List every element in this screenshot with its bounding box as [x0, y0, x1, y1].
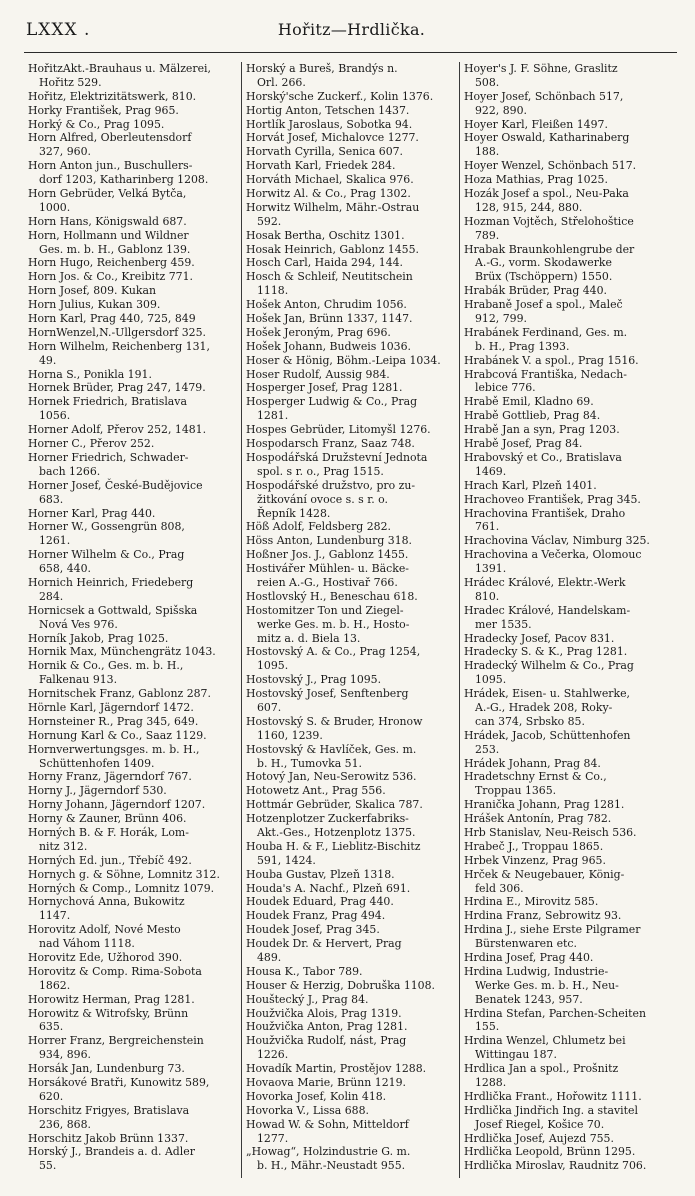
- directory-entry: Houdek Dr. & Hervert, Prag: [246, 937, 402, 951]
- directory-entry: Hospodarsch Franz, Saaz 748.: [246, 437, 415, 451]
- directory-entry: Hornek Friedrich, Bratislava: [28, 395, 187, 409]
- directory-entry: Hrachoveo František, Prag 345.: [464, 492, 641, 506]
- directory-entry: Houštecký J., Prag 84.: [246, 992, 369, 1006]
- entry-continuation: mer 1535.: [475, 617, 532, 631]
- directory-entry: Housa K., Tabor 789.: [246, 964, 363, 978]
- entry-continuation: 1277.: [257, 1131, 289, 1145]
- directory-entry: Hosperger Josef, Prag 1281.: [246, 381, 403, 395]
- directory-entry: Horner Josef, České-Budějovice: [28, 478, 203, 492]
- entry-continuation: reien A.-G., Hostivař 766.: [257, 575, 398, 589]
- directory-entry: Horovitz Ede, Užhorod 390.: [28, 951, 183, 964]
- directory-entry: Hosak Bertha, Oschitz 1301.: [246, 228, 405, 242]
- directory-entry: Hovorka V., Lissa 688.: [246, 1103, 369, 1117]
- column-3: [459, 62, 677, 1178]
- entry-continuation: 912, 799.: [475, 312, 527, 326]
- entry-continuation: 620.: [39, 1089, 64, 1103]
- directory-entry: Hoyer Josef, Schönbach 517,: [464, 89, 624, 103]
- directory-entry: Hornverwertungsges. m. b. H.,: [28, 742, 200, 756]
- directory-entry: Hoyer Karl, Fleißen 1497.: [464, 117, 608, 131]
- directory-entry: Hrabě Emil, Kladno 69.: [464, 395, 594, 409]
- directory-entry: Horovitz & Comp. Rima-Sobota: [28, 964, 202, 978]
- directory-entry: Horner C., Přerov 252.: [28, 437, 155, 451]
- entry-continuation: 1118.: [257, 284, 289, 298]
- directory-entry: Hrabák Brüder, Prag 440.: [464, 284, 608, 298]
- directory-entry: Höß Adolf, Feldsberg 282.: [246, 520, 391, 534]
- entry-continuation: 1469.: [475, 464, 507, 478]
- directory-entry: Hrach Karl, Plzeň 1401.: [464, 478, 597, 492]
- directory-entry: Houžvička Rudolf, nást, Prag: [246, 1034, 407, 1048]
- entry-continuation: 1862.: [39, 978, 71, 992]
- page-number: LXXX .: [26, 20, 91, 40]
- directory-entry: Horschitz Frigyes, Bratislava: [28, 1103, 190, 1117]
- entry-continuation: b. H., Tumovka 51.: [257, 756, 362, 770]
- directory-entry: Hošek Jan, Brünn 1337, 1147.: [246, 312, 413, 326]
- directory-entry: Horn Josef, 809. Kukan: [28, 284, 156, 298]
- directory-entry: Horwitz Al. & Co., Prag 1302.: [246, 187, 411, 201]
- directory-entry: Hošek Johann, Budweis 1036.: [246, 339, 411, 353]
- directory-entry: Horschitz Jakob Brünn 1337.: [28, 1131, 189, 1145]
- entry-continuation: 49.: [39, 353, 57, 367]
- directory-entry: Hostomitzer Ton und Ziegel-: [246, 603, 404, 617]
- directory-entry: Hospodářské družstvo, pro zu-: [246, 478, 416, 492]
- directory-entry: Hrdina Franz, Sebrowitz 93.: [464, 909, 622, 923]
- directory-entry: Hrdina J., siehe Erste Pilgramer: [464, 923, 641, 937]
- directory-entry: Horrer Franz, Bergreichenstein: [28, 1034, 204, 1048]
- entry-continuation: 1000.: [39, 200, 71, 214]
- entry-continuation: b. H., Mähr.-Neustadt 955.: [257, 1159, 406, 1173]
- entry-continuation: 922, 890.: [475, 103, 527, 117]
- directory-entry: Hornicsek a Gottwald, Spišska: [28, 603, 198, 617]
- directory-entry: HořitzAkt.-Brauhaus u. Mälzerei,: [28, 62, 211, 75]
- entry-continuation: Hořitz 529.: [39, 75, 102, 89]
- directory-entry: Horn Jos. & Co., Kreibitz 771.: [28, 270, 193, 284]
- entry-continuation: 810.: [475, 589, 500, 603]
- entry-continuation: b. H., Prag 1393.: [475, 339, 570, 353]
- directory-entry: Hrabě Josef, Prag 84.: [464, 437, 583, 451]
- directory-entry: Hornsteiner R., Prag 345, 649.: [28, 714, 199, 728]
- entry-continuation: Nová Ves 976.: [39, 617, 118, 631]
- entry-continuation: 658, 440.: [39, 562, 91, 576]
- directory-entry: Hortig Anton, Tetschen 1437.: [246, 103, 410, 117]
- directory-entry: Hoser Rudolf, Aussig 984.: [246, 367, 390, 381]
- directory-entry: Horský J., Brandeis a. d. Adler: [28, 1145, 195, 1159]
- entry-continuation: Schüttenhofen 1409.: [39, 756, 155, 770]
- directory-entry: Hrbek Vinzenz, Prag 965.: [464, 853, 606, 867]
- directory-entry: Hrdlička Frant., Hořowitz 1111.: [464, 1089, 642, 1103]
- entry-continuation: mitz a. d. Biela 13.: [257, 631, 361, 645]
- directory-entry: Hrabánek Ferdinand, Ges. m.: [464, 325, 628, 339]
- entry-continuation: Bürstenwaren etc.: [475, 937, 577, 951]
- directory-entry: Hoßner Jos. J., Gablonz 1455.: [246, 548, 409, 562]
- directory-entry: Hospodářská Družstevní Jednota: [246, 450, 428, 464]
- directory-entry: Horner W., Gossengrün 808,: [28, 520, 185, 534]
- entry-continuation: 236, 868.: [39, 1117, 91, 1131]
- directory-entry: Howad W. & Sohn, Mitteldorf: [246, 1117, 409, 1131]
- entry-continuation: 284.: [39, 589, 64, 603]
- directory-entry: Hostovský Josef, Senftenberg: [246, 687, 409, 701]
- directory-entry: Horváth Michael, Skalica 976.: [246, 173, 414, 187]
- directory-entry: Horner Friedrich, Schwader-: [28, 450, 189, 464]
- entry-continuation: Troppau 1365.: [475, 784, 557, 798]
- directory-entry: Hrdina Wenzel, Chlumetz bei: [464, 1034, 626, 1048]
- directory-entry: Horvath Karl, Friedek 284.: [246, 159, 396, 173]
- directory-entry: Houdek Franz, Prag 494.: [246, 909, 386, 923]
- entry-continuation: 1226.: [257, 1048, 289, 1062]
- entry-continuation: Falkenau 913.: [39, 673, 118, 687]
- directory-entry: Horvath Cyrilla, Senica 607.: [246, 145, 404, 159]
- directory-entry: Horny J., Jägerndorf 530.: [28, 784, 167, 798]
- directory-entry: Hostovský S. & Bruder, Hronow: [246, 714, 423, 728]
- directory-entry: Hornik Max, Münchengrätz 1043.: [28, 645, 216, 659]
- directory-entry: Hrachovina Václav, Nimburg 325.: [464, 534, 650, 548]
- directory-entry: HornWenzel,N.-Ullgersdorf 325.: [28, 325, 206, 339]
- directory-entry: Horner Wilhelm & Co., Prag: [28, 548, 185, 562]
- directory-entry: Hrádek, Eisen- u. Stahlwerke,: [464, 687, 631, 701]
- directory-entry: Hozák Josef a spol., Neu-Paka: [464, 187, 629, 201]
- entry-continuation: lebice 776.: [475, 381, 536, 395]
- directory-entry: Horn Hans, Königswald 687.: [28, 214, 187, 228]
- directory-entry: Houba Gustav, Plzeň 1318.: [246, 867, 395, 881]
- entry-continuation: bach 1266.: [39, 464, 101, 478]
- entry-continuation: žitkování ovoce s. s r. o.: [257, 492, 388, 506]
- directory-entry: Hotzenplotzer Zuckerfabriks-: [246, 812, 409, 826]
- directory-entry: Houžvička Anton, Prag 1281.: [246, 1020, 408, 1034]
- entry-continuation: feld 306.: [475, 881, 524, 895]
- page-title: Hořitz—Hrdlička.: [277, 20, 426, 39]
- directory-entry: Houžvička Alois, Prag 1319.: [246, 1006, 402, 1020]
- directory-entry: Houda's A. Nachf., Plzeň 691.: [246, 881, 411, 895]
- entry-continuation: 1391.: [475, 562, 507, 576]
- entry-continuation: 1095.: [475, 673, 507, 687]
- directory-entry: Horn Hugo, Reichenberg 459.: [28, 256, 195, 270]
- directory-entry: Hottmár Gebrüder, Skalica 787.: [246, 798, 423, 812]
- entry-continuation: 592.: [257, 214, 282, 228]
- directory-entry: Hrachovina František, Draho: [464, 506, 626, 520]
- directory-entry: Horky František, Prag 965.: [28, 103, 179, 117]
- directory-entry: Hradec Králové, Handelskam-: [464, 603, 631, 617]
- directory-entry: Horník Jakob, Prag 1025.: [28, 631, 169, 645]
- entry-continuation: 327, 960.: [39, 145, 91, 159]
- directory-entry: Horvát Josef, Michalovce 1277.: [246, 131, 419, 145]
- directory-entry: Horwitz Wilhelm, Mähr.-Ostrau: [246, 200, 420, 214]
- directory-entry: Hostivářer Mühlen- u. Bäcke-: [246, 562, 409, 576]
- directory-entry: Hrášek Antonín, Prag 782.: [464, 812, 612, 826]
- directory-entry: Hrádek Johann, Prag 84.: [464, 756, 601, 770]
- column-2: [241, 62, 459, 1178]
- directory-entry: Hostovský A. & Co., Prag 1254,: [246, 645, 421, 659]
- directory-entry: Hrabánek V. a spol., Prag 1516.: [464, 353, 639, 367]
- directory-entry: Houba H. & F., Lieblitz-Bischitz: [246, 839, 421, 853]
- entry-continuation: Werke Ges. m. b. H., Neu-: [475, 978, 619, 992]
- entry-continuation: 155.: [475, 1020, 500, 1034]
- entry-continuation: 253.: [475, 742, 500, 756]
- entry-continuation: 128, 915, 244, 880.: [475, 200, 583, 214]
- directory-entry: Hradecký Wilhelm & Co., Prag: [464, 659, 634, 673]
- directory-entry: Hostovský J., Prag 1095.: [246, 673, 382, 687]
- directory-entry: Hosak Heinrich, Gablonz 1455.: [246, 242, 419, 256]
- directory-entry: Hošek Jeroným, Prag 696.: [246, 325, 391, 339]
- directory-entry: Hozman Vojtěch, Střelohoštice: [464, 214, 634, 228]
- entry-continuation: nitz 312.: [39, 839, 88, 853]
- directory-entry: Hrdina Josef, Prag 440.: [464, 951, 594, 964]
- entry-continuation: 55.: [39, 1159, 57, 1173]
- entry-continuation: Brüx (Tschöppern) 1550.: [475, 270, 613, 284]
- directory-entry: Hornychová Anna, Bukowitz: [28, 895, 185, 909]
- directory-entry: Houdek Eduard, Prag 440.: [246, 895, 394, 909]
- directory-entry: Hrabě Jan a syn, Prag 1203.: [464, 423, 620, 437]
- directory-entry: Hrček & Neugebauer, König-: [464, 867, 625, 881]
- directory-entry: Hrabě Gottlieb, Prag 84.: [464, 409, 601, 423]
- directory-entry: Hornik & Co., Ges. m. b. H.,: [28, 659, 184, 673]
- directory-entry: Hortlík Jaroslaus, Sobotka 94.: [246, 117, 413, 131]
- directory-entry: Hradecky S. & K., Prag 1281.: [464, 645, 628, 659]
- directory-entry: Horn Julius, Kukan 309.: [28, 298, 161, 312]
- directory-entry: Hrabaně Josef a spol., Maleč: [464, 298, 623, 312]
- directory-entry: Hořitz, Elektrizitätswerk, 810.: [28, 89, 197, 103]
- directory-entry: Hrdlička Jindřich Ing. a stavitel: [464, 1103, 638, 1117]
- entry-continuation: 1288.: [475, 1076, 507, 1090]
- directory-entry: Hrádec Králové, Elektr.-Werk: [464, 575, 626, 589]
- entry-continuation: 1160, 1239.: [257, 728, 323, 742]
- entry-continuation: nad Váhom 1118.: [39, 937, 135, 951]
- directory-entry: Horných B. & F. Horák, Lom-: [28, 825, 189, 839]
- directory-entry: Horowitz & Witrofsky, Brünn: [28, 1006, 189, 1020]
- directory-entry: Horny Johann, Jägerndorf 1207.: [28, 798, 206, 812]
- header-rule: [24, 52, 677, 53]
- directory-entry: Horny & Zauner, Brünn 406.: [28, 812, 187, 826]
- directory-entry: Hrabovský et Co., Bratislava: [464, 450, 622, 464]
- entry-continuation: Akt.-Ges., Hotzenplotz 1375.: [257, 825, 416, 839]
- directory-entry: Horovitz Adolf, Nové Mesto: [28, 923, 181, 937]
- entry-continuation: 683.: [39, 492, 64, 506]
- directory-entry: Horn Karl, Prag 440, 725, 849: [28, 312, 196, 326]
- directory-entry: Houdek Josef, Prag 345.: [246, 923, 380, 937]
- directory-entry: Hrdlička Miroslav, Raudnitz 706.: [464, 1159, 647, 1173]
- entry-continuation: 591, 1424.: [257, 853, 316, 867]
- entry-continuation: 789.: [475, 228, 500, 242]
- entry-continuation: 761.: [475, 520, 500, 534]
- directory-entry: Horných & Comp., Lomnitz 1079.: [28, 881, 215, 895]
- directory-entry: Hornych g. & Söhne, Lomnitz 312.: [28, 867, 220, 881]
- directory-entry: Hrabcová Františka, Nedach-: [464, 367, 627, 381]
- directory-entry: Hradecky Josef, Pacov 831.: [464, 631, 615, 645]
- directory-entry: Hoyer Oswald, Katharinaberg: [464, 131, 630, 145]
- directory-entry: Horn Wilhelm, Reichenberg 131,: [28, 339, 210, 353]
- directory-entry: Hranička Johann, Prag 1281.: [464, 798, 625, 812]
- directory-entry: Hörnle Karl, Jägerndorf 1472.: [28, 700, 194, 714]
- directory-entry: Hovadík Martin, Prostějov 1288.: [246, 1062, 427, 1076]
- entry-continuation: 1147.: [39, 909, 71, 923]
- directory-entry: Hoza Mathias, Prag 1025.: [464, 173, 608, 187]
- directory-entry: Hovaova Marie, Brünn 1219.: [246, 1076, 406, 1090]
- directory-entry: Hrachovina a Večerka, Olomouc: [464, 548, 642, 562]
- directory-entry: Hoyer Wenzel, Schönbach 517.: [464, 159, 637, 173]
- directory-entry: Hrdina Ludwig, Industrie-: [464, 964, 609, 978]
- entry-continuation: Wittingau 187.: [475, 1048, 557, 1062]
- entry-continuation: can 374, Srbsko 85.: [475, 714, 585, 728]
- directory-entry: Hornich Heinrich, Friedeberg: [28, 575, 194, 589]
- directory-entry: Horner Adolf, Přerov 252, 1481.: [28, 423, 207, 437]
- entry-continuation: 489.: [257, 951, 282, 964]
- entry-continuation: 1281.: [257, 409, 289, 423]
- entry-continuation: 1095.: [257, 659, 289, 673]
- directory-entry: Horných Ed. jun., Třebíč 492.: [28, 853, 192, 867]
- directory-entry: Hrdina E., Mirovitz 585.: [464, 895, 599, 909]
- directory-entry: Hosperger Ludwig & Co., Prag: [246, 395, 418, 409]
- directory-entry: Horn, Hollmann und Wildner: [28, 228, 189, 242]
- directory-entry: Horský a Bureš, Brandýs n.: [246, 62, 398, 75]
- entry-continuation: A.-G., Hradek 208, Roky-: [475, 700, 613, 714]
- directory-entry: Hostlovský H., Beneschau 618.: [246, 589, 418, 603]
- directory-entry: Hrdlička Josef, Aujezd 755.: [464, 1131, 614, 1145]
- directory-entry: Horský'sche Zuckerf., Kolin 1376.: [246, 89, 434, 103]
- directory-entry: Hosch & Schleif, Neutitschein: [246, 270, 413, 284]
- directory-entry: Horna S., Ponikla 191.: [28, 367, 152, 381]
- directory-entry: Hornung Karl & Co., Saaz 1129.: [28, 728, 207, 742]
- directory-entry: Hrádek, Jacob, Schüttenhofen: [464, 728, 631, 742]
- directory-columns: [24, 62, 677, 1178]
- directory-entry: Houser & Herzig, Dobruška 1108.: [246, 978, 435, 992]
- directory-entry: Horký & Co., Prag 1095.: [28, 117, 165, 131]
- entry-continuation: 607.: [257, 700, 282, 714]
- directory-entry: Hovorka Josef, Kolin 418.: [246, 1089, 387, 1103]
- column-1: [24, 62, 241, 1178]
- entry-continuation: A.-G., vorm. Skodawerke: [475, 256, 612, 270]
- directory-entry: Hospes Gebrüder, Litomyšl 1276.: [246, 423, 431, 437]
- directory-entry: Hrdlička Leopold, Brünn 1295.: [464, 1145, 636, 1159]
- directory-entry: Horner Karl, Prag 440.: [28, 506, 156, 520]
- directory-entry: Hornitschek Franz, Gablonz 287.: [28, 687, 211, 701]
- entry-continuation: 1261.: [39, 534, 71, 548]
- directory-entry: Horsák Jan, Lundenburg 73.: [28, 1062, 185, 1076]
- directory-entry: Hotový Jan, Neu-Serowitz 536.: [246, 770, 417, 784]
- entry-continuation: 508.: [475, 75, 500, 89]
- directory-entry: Hrabeč J., Troppau 1865.: [464, 839, 604, 853]
- directory-entry: Hradetschny Ernst & Co.,: [464, 770, 607, 784]
- entry-continuation: Josef Riegel, Košice 70.: [475, 1117, 605, 1131]
- directory-entry: Hrabak Braunkohlengrube der: [464, 242, 635, 256]
- directory-entry: Hrdlica Jan a spol., Prošnitz: [464, 1062, 619, 1076]
- entry-continuation: 1056.: [39, 409, 71, 423]
- entry-continuation: Ges. m. b. H., Gablonz 139.: [39, 242, 191, 256]
- directory-entry: Hostovský & Havlíček, Ges. m.: [246, 742, 417, 756]
- directory-entry: „Howag“, Holzindustrie G. m.: [246, 1145, 411, 1159]
- directory-entry: Hrdina Stefan, Parchen-Scheiten: [464, 1006, 646, 1020]
- entry-continuation: Řepník 1428.: [257, 506, 331, 520]
- directory-entry: Horn Anton jun., Buschullers-: [28, 159, 193, 173]
- entry-continuation: Benatek 1243, 957.: [475, 992, 583, 1006]
- directory-entry: Hoser & Hönig, Böhm.-Leipa 1034.: [246, 353, 441, 367]
- directory-entry: Hoyer's J. F. Söhne, Graslitz: [464, 62, 618, 75]
- entry-continuation: spol. s r. o., Prag 1515.: [257, 464, 384, 478]
- directory-entry: Horn Gebrüder, Velká Bytča,: [28, 187, 187, 201]
- directory-entry: Horowitz Herman, Prag 1281.: [28, 992, 195, 1006]
- directory-entry: Hornek Brüder, Prag 247, 1479.: [28, 381, 206, 395]
- directory-entry: Horn Alfred, Oberleutensdorf: [28, 131, 192, 145]
- page-header: [26, 20, 677, 44]
- entry-continuation: 188.: [475, 145, 500, 159]
- directory-entry: Hotowetz Ant., Prag 556.: [246, 784, 386, 798]
- entry-continuation: Orl. 266.: [257, 75, 306, 89]
- entry-continuation: dorf 1203, Katharinberg 1208.: [39, 173, 209, 187]
- directory-entry: Hošek Anton, Chrudim 1056.: [246, 298, 407, 312]
- directory-entry: Hrb Stanislav, Neu-Reisch 536.: [464, 825, 637, 839]
- directory-entry: Horny Franz, Jägerndorf 767.: [28, 770, 192, 784]
- entry-continuation: werke Ges. m. b. H., Hosto-: [257, 617, 410, 631]
- entry-continuation: 934, 896.: [39, 1048, 91, 1062]
- entry-continuation: 635.: [39, 1020, 64, 1034]
- directory-entry: Höss Anton, Lundenburg 318.: [246, 534, 413, 548]
- directory-entry: Hosch Carl, Haida 294, 144.: [246, 256, 404, 270]
- directory-entry: Horsákové Bratři, Kunowitz 589,: [28, 1076, 210, 1090]
